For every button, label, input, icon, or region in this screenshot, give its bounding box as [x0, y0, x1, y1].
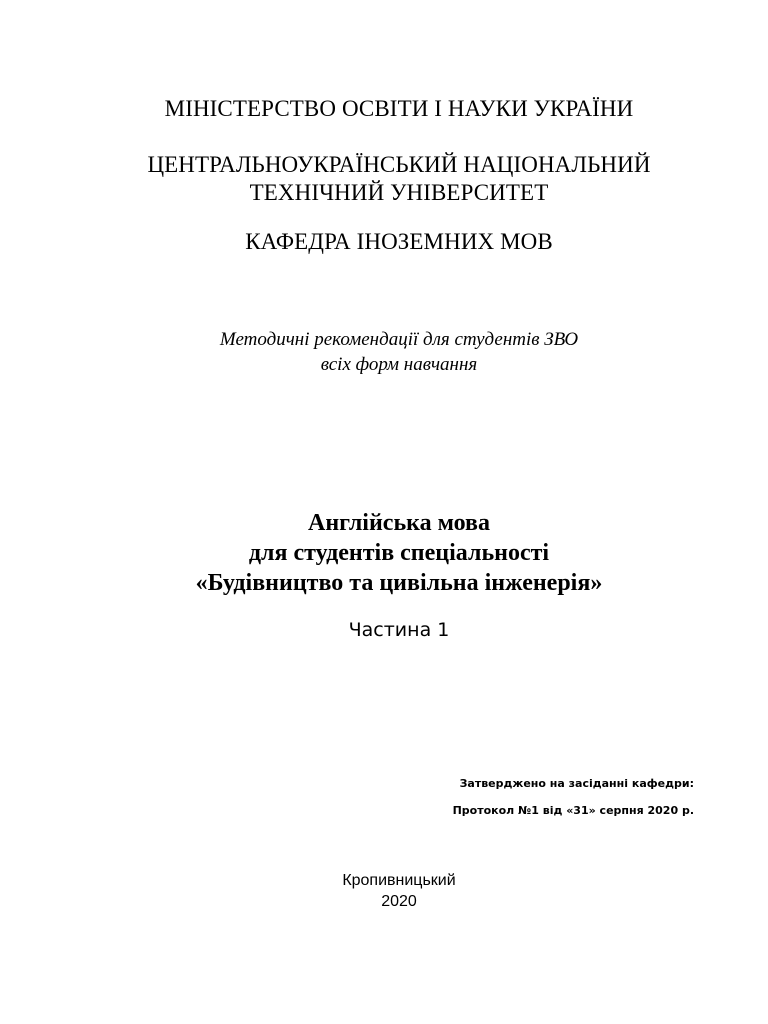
university-heading-line-2: ТЕХНІЧНИЙ УНІВЕРСИТЕТ — [249, 180, 549, 205]
protocol-note: Протокол №1 від «31» серпня 2020 р. — [452, 804, 694, 817]
publication-year: 2020 — [381, 893, 417, 910]
approval-note: Затверджено на засіданні кафедри: — [459, 777, 694, 790]
department-heading: КАФЕДРА ІНОЗЕМНИХ МОВ — [245, 229, 553, 254]
document-title-line-1: Англійська мова — [307, 510, 490, 536]
university-heading-line-1: ЦЕНТРАЛЬНОУКРАЇНСЬКИЙ НАЦІОНАЛЬНИЙ — [147, 152, 651, 177]
guide-subtitle-line-2: всіх форм навчання — [320, 354, 478, 375]
document-title-line-3: «Будівництво та цивільна інженерія» — [195, 570, 603, 596]
guide-subtitle-line-1: Методичні рекомендації для студентів ЗВО — [219, 329, 579, 350]
document-title-line-2: для студентів спеціальності — [248, 540, 550, 566]
publication-city: Кропивницький — [342, 872, 456, 889]
part-label: Частина 1 — [348, 619, 450, 641]
ministry-heading: МІНІСТЕРСТВО ОСВІТИ І НАУКИ УКРАЇНИ — [164, 96, 634, 121]
